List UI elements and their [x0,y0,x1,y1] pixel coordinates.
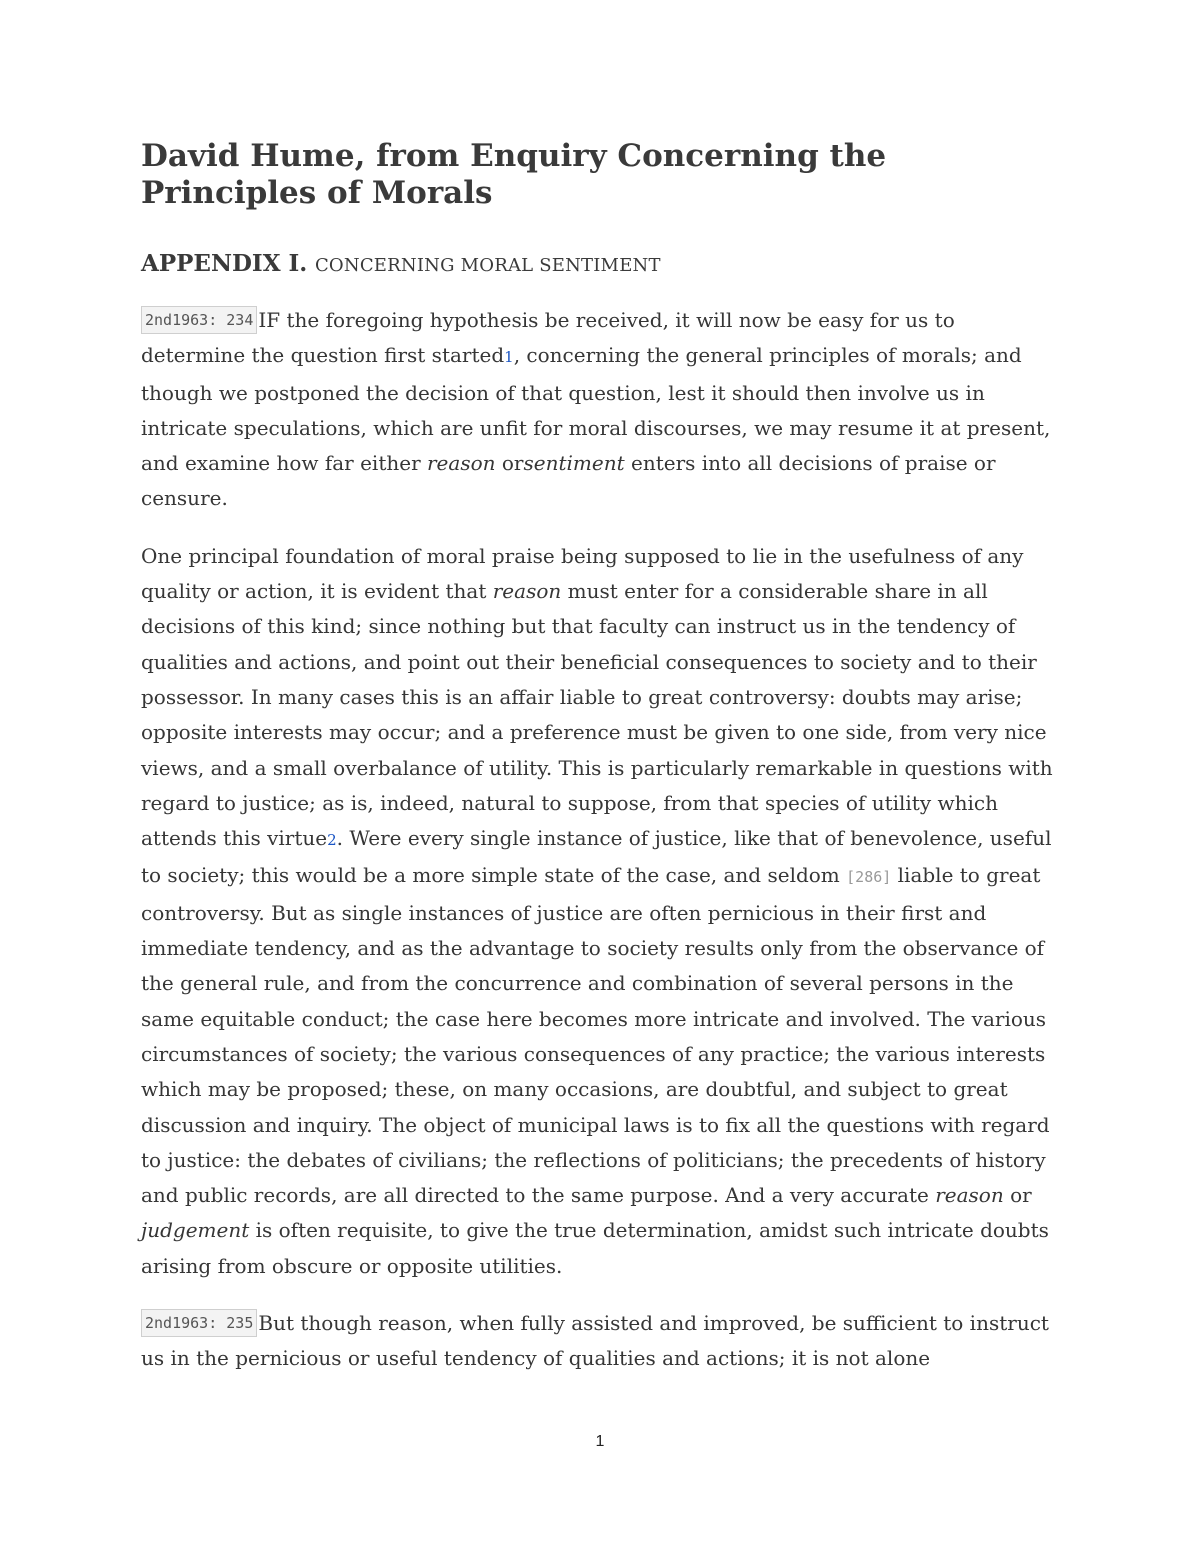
paragraph-text: or [1003,1183,1032,1208]
emphasis-reason: reason [935,1183,1004,1208]
paragraph-text: or [495,451,524,476]
emphasis-sentiment: sentiment [523,451,625,476]
paragraph-2 [141,539,1059,1284]
paragraph-text: is often requisite, to give the true determination, amidst such intricate doubts arising from obscure or opposite utilities. [141,1218,1049,1278]
paragraph-text: One principal foundation of moral praise being supposed to lie in the usefulness of any quality or action, it is evident that [141,543,1024,604]
emphasis-judgement: judgement [141,1218,250,1243]
paragraph-text: enters into all decisions of praise or censure. [141,451,996,511]
emphasis-reason: reason [492,579,562,604]
paragraph-1 [141,303,1059,517]
paragraph-text: IF the foregoing hypothesis be received, it will now be easy for us to determine the question first started [141,308,955,368]
paragraph-text: . Were every single instance of justice, like that of benevolence, useful to society; this would be a more simple state of the case, and seldom [141,826,1052,888]
footnote-link-1[interactable]: 1 [504,348,514,367]
footnote-link-2[interactable]: 2 [327,831,337,850]
paragraph-text: , concerning the general principles of morals; and though we postponed the decision of that question, lest it should then involve us in intricate speculations, which are unfit for moral discourses, we may resume it at present, and examine how far either [141,343,1051,476]
appendix-label: APPENDIX I. [141,250,308,277]
paragraph-text: liable to great controversy. But as single instances of justice are often pernicious in their first and immediate tendency, and as the advantage to society results only from the observance of the general rule, and from the concurrence and combination of several persons in the same equitable conduct; the case here becomes more intricate and involved. The various circumstances of society; the various consequences of any practice; the various interests which may be proposed; these, on many occasions, are doubtful, and subject to great discussion and inquiry. The object of municipal laws is to fix all the questions with regard to justice: the debates of civilians; the reflections of politicians; the precedents of history and public records, are all directed to the same purpose. And a very accurate [141,863,1050,1208]
page-marker: 2nd1963: 235 [141,1309,257,1337]
page-reference: [286] [846,868,892,887]
document-page [141,138,1059,1399]
appendix-subtitle: CONCERNING MORAL SENTIMENT [314,255,661,276]
appendix-heading [141,248,1059,281]
emphasis-reason: reason [427,451,496,476]
paragraph-3 [141,1306,1059,1377]
page-marker: 2nd1963: 234 [141,306,257,334]
page-number: 1 [595,1433,605,1450]
document-title: David Hume, from Enquiry Concerning the Principles of Morals [141,138,887,211]
paragraph-text: must enter for a considerable share in all decisions of this kind; since nothing but that faculty can instruct us in the tendency of qualities and actions, and point out their beneficial consequences to society and to their possessor. In many cases this is an affair liable to great controversy: doubts may arise; opposite interests may occur; and a preference must be given to one side, from very nice views, and a small overbalance of utility. This is particularly remarkable in questions with regard to justice; as is, indeed, natural to suppose, from that species of utility which attends this virtue [141,579,1053,851]
paragraph-text: But though reason, when fully assisted and improved, be sufficient to instruct us in the pernicious or useful tendency of qualities and actions; it is not alone [141,1311,1049,1371]
